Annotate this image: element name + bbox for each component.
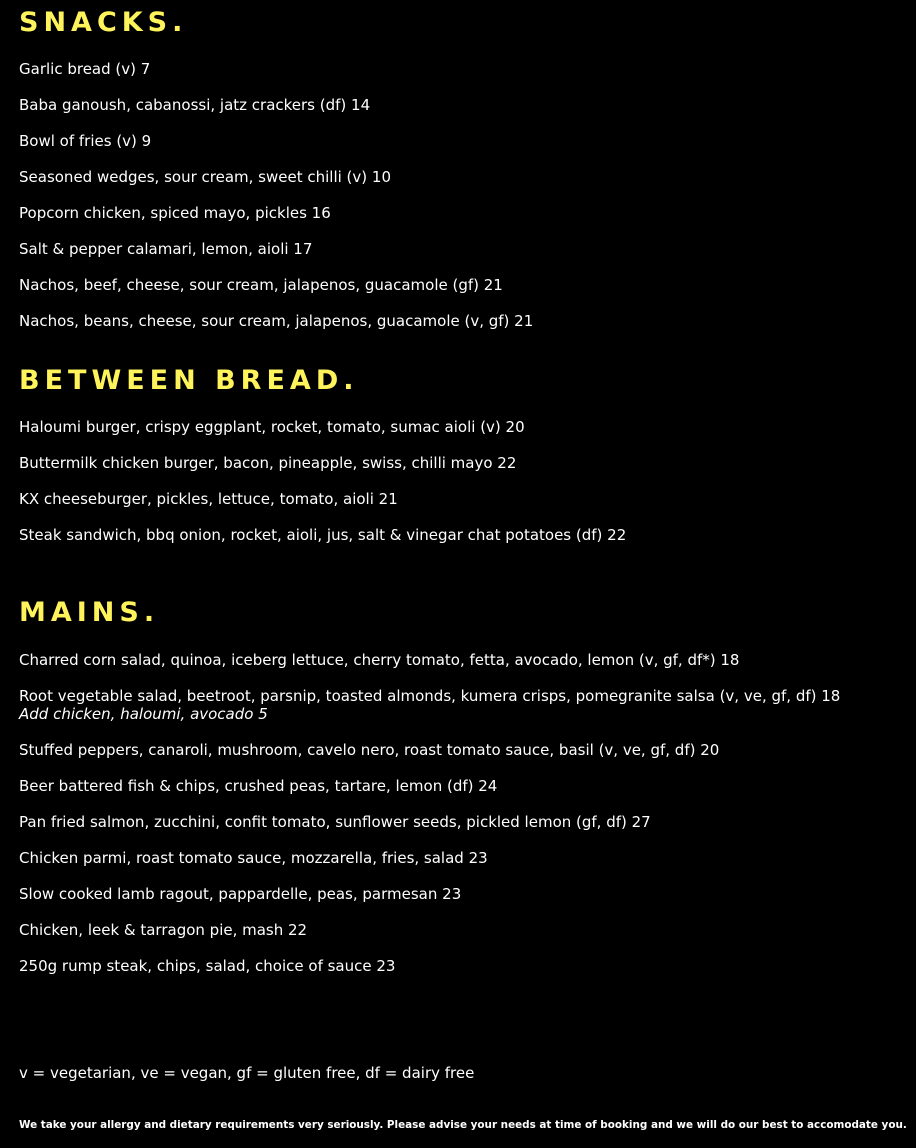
menu-item: Nachos, beans, cheese, sour cream, jalapenos, guacamole (v, gf) 21 xyxy=(19,312,534,330)
between-bread-heading: BETWEEN BREAD. xyxy=(19,365,359,396)
menu-item: 250g rump steak, chips, salad, choice of sauce 23 xyxy=(19,957,396,975)
menu-item-text: Root vegetable salad, beetroot, parsnip, toasted almonds, kumera crisps, pomegranite salsa (v, ve, gf, df) 18 xyxy=(19,687,841,705)
menu-item: Nachos, beef, cheese, sour cream, jalapenos, guacamole (gf) 21 xyxy=(19,276,503,294)
allergy-disclaimer: We take your allergy and dietary requirements very seriously. Please advise your needs at time of booking and we will do our best to accomodate you. xyxy=(19,1119,907,1131)
menu-item: Charred corn salad, quinoa, iceberg lettuce, cherry tomato, fetta, avocado, lemon (v, gf, df*) 18 xyxy=(19,651,740,669)
menu-item: Stuffed peppers, canaroli, mushroom, cavelo nero, roast tomato sauce, basil (v, ve, gf, df) 20 xyxy=(19,741,720,759)
snacks-heading: SNACKS. xyxy=(19,7,188,38)
menu-item: Garlic bread (v) 7 xyxy=(19,60,151,78)
menu-item: Pan fried salmon, zucchini, confit tomato, sunflower seeds, pickled lemon (gf, df) 27 xyxy=(19,813,651,831)
between-bread-section xyxy=(19,365,906,544)
menu-item: Seasoned wedges, sour cream, sweet chilli (v) 10 xyxy=(19,168,391,186)
mains-section xyxy=(19,597,906,975)
snacks-section xyxy=(19,7,906,330)
menu-item xyxy=(19,687,840,723)
menu-item: Baba ganoush, cabanossi, jatz crackers (df) 14 xyxy=(19,96,371,114)
menu-item: Slow cooked lamb ragout, pappardelle, peas, parmesan 23 xyxy=(19,885,462,903)
menu-item: Steak sandwich, bbq onion, rocket, aioli, jus, salt & vinegar chat potatoes (df) 22 xyxy=(19,526,627,544)
menu-item: KX cheeseburger, pickles, lettuce, tomato, aioli 21 xyxy=(19,490,398,508)
mains-heading: MAINS. xyxy=(19,597,160,628)
menu-item-addon-note: Add chicken, haloumi, avocado 5 xyxy=(19,705,268,723)
menu-item: Haloumi burger, crispy eggplant, rocket, tomato, sumac aioli (v) 20 xyxy=(19,418,525,436)
menu-item: Popcorn chicken, spiced mayo, pickles 16 xyxy=(19,204,331,222)
menu-item: Chicken parmi, roast tomato sauce, mozzarella, fries, salad 23 xyxy=(19,849,488,867)
menu-item: Buttermilk chicken burger, bacon, pineapple, swiss, chilli mayo 22 xyxy=(19,454,517,472)
menu-item: Salt & pepper calamari, lemon, aioli 17 xyxy=(19,240,313,258)
menu-item: Bowl of fries (v) 9 xyxy=(19,132,152,150)
menu-item: Chicken, leek & tarragon pie, mash 22 xyxy=(19,921,308,939)
dietary-legend: v = vegetarian, ve = vegan, gf = gluten free, df = dairy free xyxy=(19,1064,475,1082)
menu-item: Beer battered fish & chips, crushed peas, tartare, lemon (df) 24 xyxy=(19,777,498,795)
